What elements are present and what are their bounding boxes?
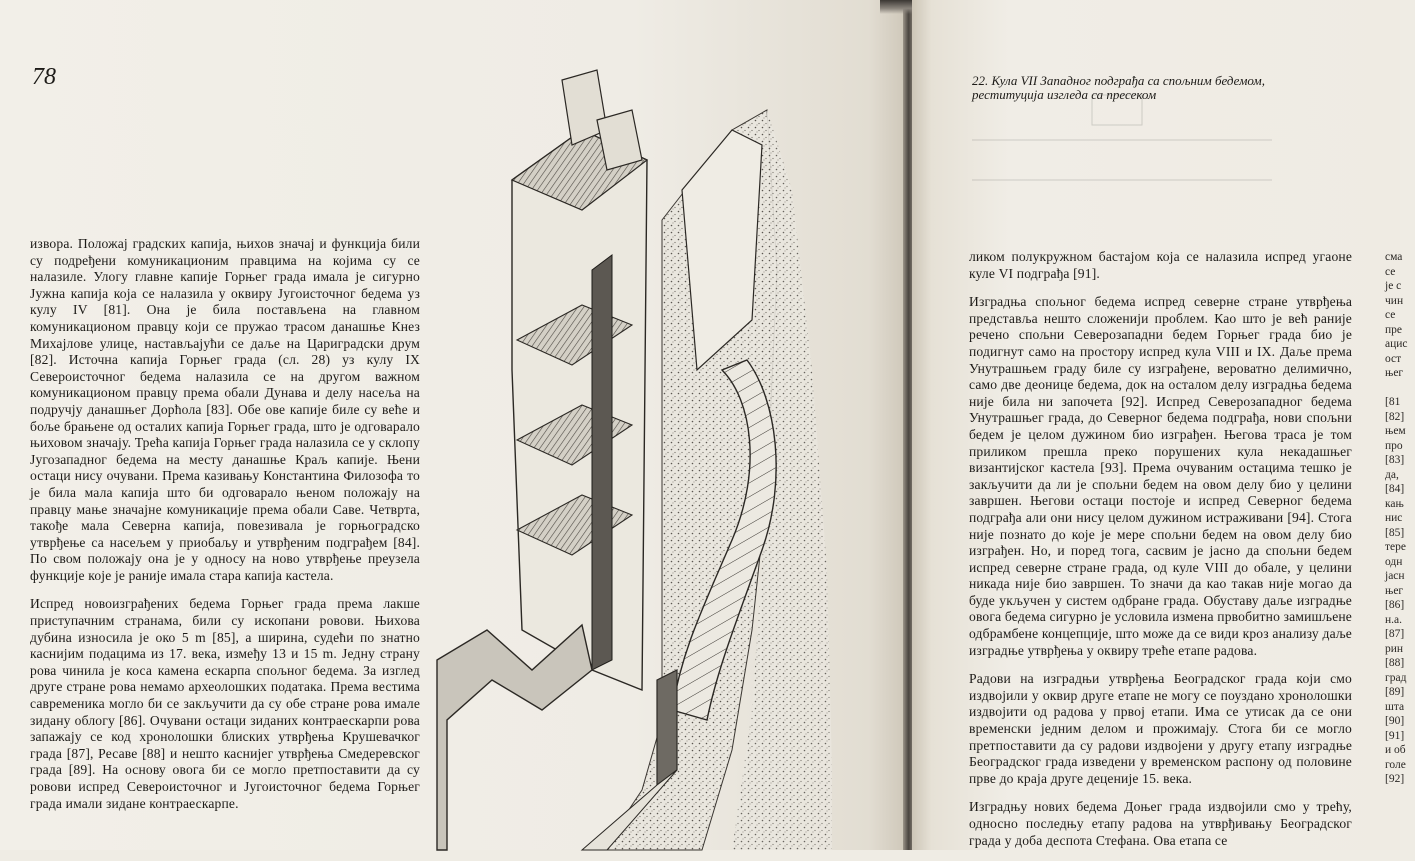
edge-fragment: голе [1385,758,1406,771]
edge-fragment: [84] [1385,483,1405,495]
edge-fragment: [88] [1385,657,1405,669]
edge-fragment: њег [1385,367,1404,379]
paragraph: Изградња спољног бедема испред северне стране утврђења представља нешто сложенији проблем. Као што је већ раније речено спољни Северозападни бедем Горњег града био је подигнут само на простору испред кула VIII и IX. Даље према Унутрашњем граду биле су изграђене, вероватно делимично, само две деонице бедема, док на осталом делу изградња бедема није била ни започета [92]. Испред Северозападног бедема Унутрашњег града, до Северног бедема подграђа, нови спољни бедем је целом дужином био изграђен. Његова траса је том приликом прешла преко порушених кула некадашњег византијског кастела [93]. Према очуваним остацима тешко је закључити да ли је спољни бедем на овом делу био у целини завршен. Његови остаци постоје и испред Северног бедема подграђа али они нису целом дужином истраживани [94]. Стога није познато до које је мере спољни бедем на овом делу био изграђен. Но, и поред тога, сасвим је јасно да спољни бедем испред северне стране града, од куле VIII до обале, у целини никада није био завршен. То значи да као такав није могао да буде укључен у систем одбране града. Обуставу даље изградње овога бедема сигурно је условила измена првобитно замишљене одбрамбене концепције, што може да се види кроз анализу даље изградње утврђења у оквиру треће етапе радова. [969,294,1352,658]
paragraph: Изградњу нових бедема Доњег града издвојили смо у трећу, односно последњу етапу радова на утврђивању Београдског града у доба деспота Стефана. Ова етапа се [969,799,1352,848]
edge-fragment: да, [1385,468,1399,481]
edge-fragment: пре [1385,323,1403,336]
edge-fragment: тере [1385,541,1406,553]
edge-fragment: [86] [1385,599,1405,611]
edge-fragment: је с [1385,280,1402,292]
edge-fragment: [81 [1385,396,1401,408]
edge-fragment: њег [1385,584,1404,597]
paragraph: Испред новоизграђених бедема Горњег града према лакше приступачним странама, били су ископани ровови. Њихова дубина износила је око 5 m [85], а ширина, судећи по знатно каснијим подацима из 17. века, између 13 и 15 m. Једну страну рова чинила је коса камена ескарпа спољног бедема. За изглед друге стране рова немамо археолошких података. Према вестима савременика могло би се закључити да су обе стране рова имале зидану облогу [86]. Очувани остаци зиданих контраескарпи рова запажају се код хронолошки блиских утврђења Крушевачког града [87], Ресаве [88] и нешто каснијег утврђења Смедеревског града [89]. На основу овога би се могло претпоставити да су ровови испред Североисточног и Југоисточног бедема Горњег града имали зидане контраескарпе. [30,596,420,811]
left-text-column [30,236,420,824]
edge-fragment: рин [1385,642,1404,655]
edge-fragment: н.а. [1385,613,1403,626]
edge-fragment: њем [1385,425,1406,437]
edge-fragment: [91] [1385,729,1405,742]
right-page [912,0,1400,850]
edge-fragment: одн [1385,555,1403,568]
edge-fragment: се [1385,265,1396,278]
edge-fragment: [82] [1385,410,1405,423]
edge-fragment: [83] [1385,454,1405,466]
edge-fragment: сма [1385,251,1403,263]
edge-fragment: нис [1385,512,1403,524]
edge-fragment: ацис [1385,338,1408,350]
edge-fragment: ост [1385,352,1402,365]
edge-fragment: [87] [1385,628,1405,640]
edge-fragment [1385,381,1415,396]
tower-section-illustration [432,70,852,850]
edge-fragment: [90] [1385,715,1405,727]
edge-fragment: [89] [1385,686,1405,698]
edge-fragment: јасн [1385,570,1405,582]
cut-off-edge-column [1385,250,1415,787]
paragraph: Радови на изградњи утврђења Београдског града који смо издвојили у оквир друге етапе не могу се поуздано хронолошки издвојити од радова у првој етапи. Има се утисак да се они временски једним делом и прожимају. Стога би се могло претпоставити да су радови издвојени у другу етапу изградње Београдског града изведени у временском распону од половине прве до краја друге деценије 15. века. [969,671,1352,786]
edge-fragment: чин [1385,294,1404,307]
figure-caption [972,74,1332,102]
right-text-column [969,249,1352,861]
edge-fragment: кањ [1385,497,1404,510]
edge-fragment: [85] [1385,526,1405,539]
edge-fragment: град [1385,671,1407,684]
edge-fragment: шта [1385,700,1405,713]
paragraph: ликом полукружном бастајом која се налазила испред угаоне куле VI подграђа [91]. [969,249,1352,281]
edge-fragment: и об [1385,744,1406,756]
edge-fragment: се [1385,309,1396,321]
edge-fragment: [92] [1385,773,1405,785]
caption-line: 22. Кула VII Западног подграђа са спољним бедемом, [972,73,1265,88]
edge-fragment: про [1385,439,1403,452]
paragraph: извора. Положај градских капија, њихов значај и функција били су подређени комуникационим правцима на којима су се налазиле. Улогу главне капије Горњег града имала је сигурно Јужна капија која се налазила у оквиру Југоисточног бедема уз кулу IV [81]. Она је била постављена на главном комуникационом правцу који се пружао трасом данашње Кнез Михајлове улице, настављајући се даље на Цариградски друм [82]. Источна капија Горњег града (сл. 28) уз кулу IX Североисточног бедема налазила се на другом важном комуникационом правцу према обали Дунава и делу насеља на подручју данашњег Дорћола [83]. Обе ове капије биле су веће и боље брањене од осталих капија Горњег града, што је одговарало њиховом значају. Трећа капија Горњег града налазила се у склопу Југозападног бедема на месту данашње Краљ капије. Њени остаци нису очувани. Према казивању Константина Филозофа то је била мала капија што би одговарало њеном положају на правцу мање значајне комуникације према обали Саве. Четврта, такође мала Северна капија, повезивала је горњоградско утврђење са насељем у приобаљу и утврђеним подграђем [84]. По свом положају она је у односу на ново утврђење преузела функције које је раније имала стара капија кастела. [30,236,420,583]
caption-line: реституција изгледа са пресеком [972,87,1157,102]
page-number: 78 [32,64,56,90]
